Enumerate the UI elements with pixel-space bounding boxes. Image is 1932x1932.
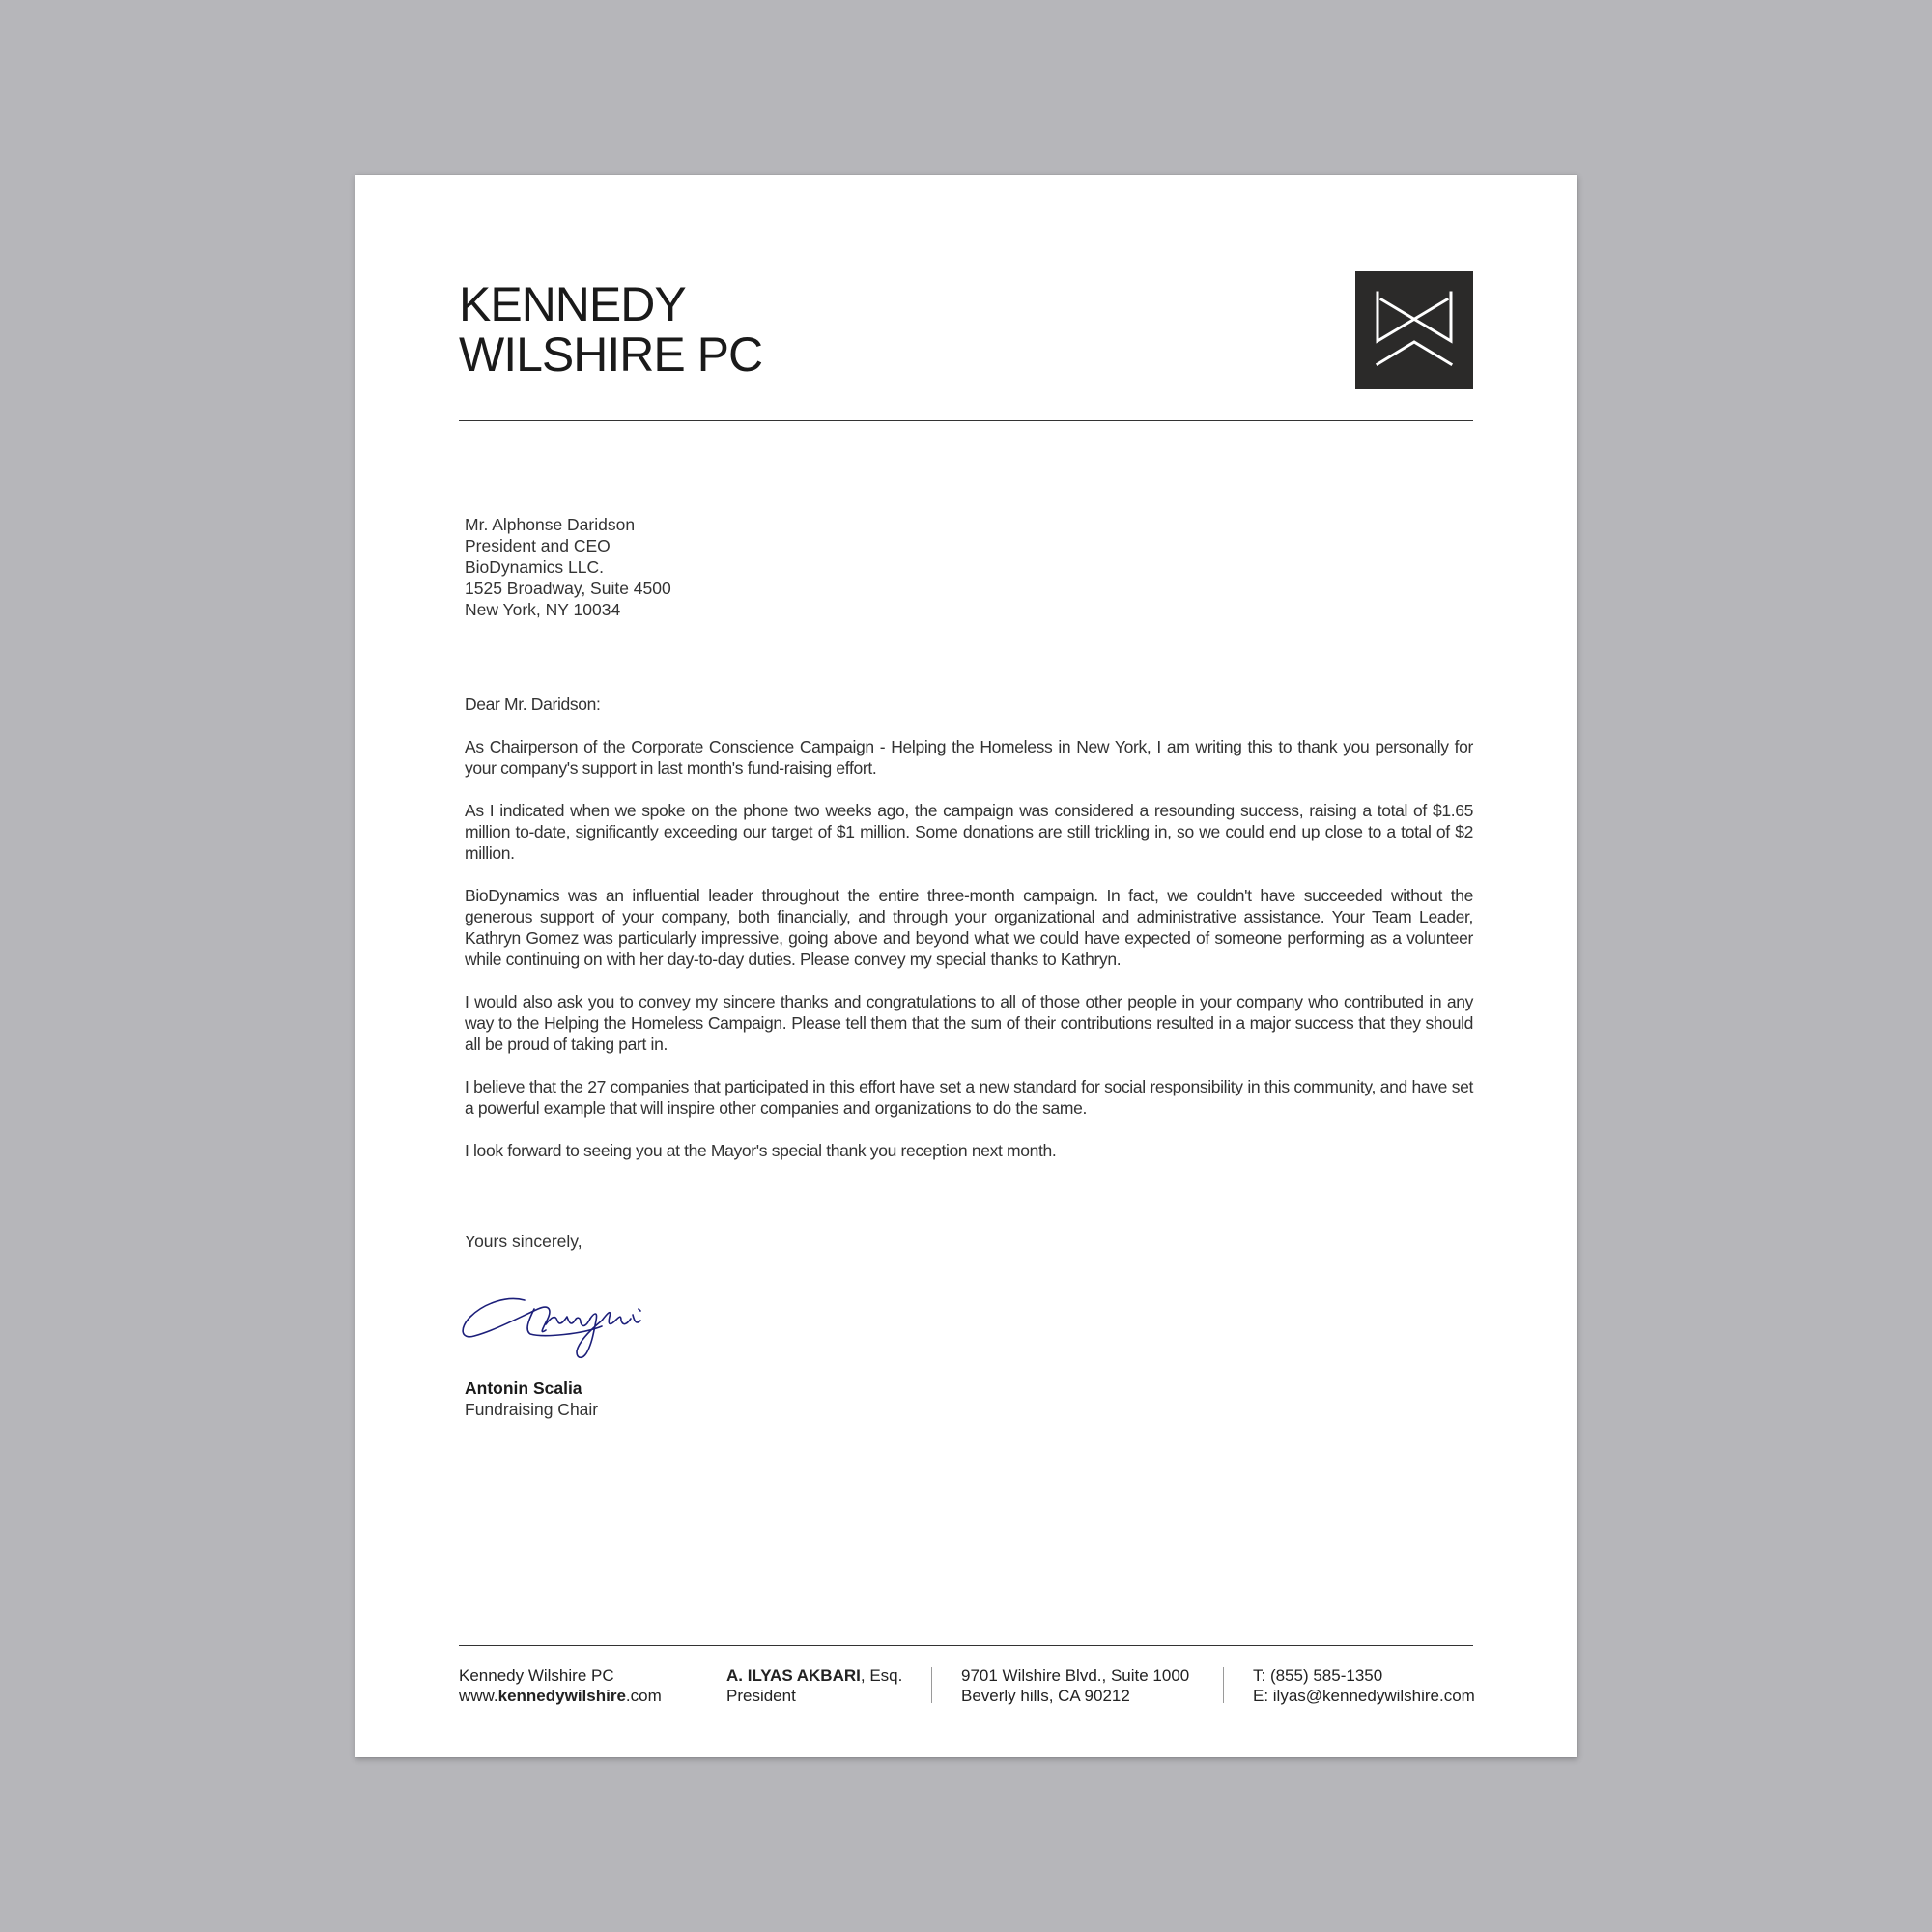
recipient-address [465, 514, 671, 620]
letter-paragraph: I believe that the 27 companies that participated in this effort have set a new standard for social responsibility in this community, and have set a powerful example that will inspire other companies and organizations to do the same. [465, 1077, 1473, 1118]
footer-address-line1: 9701 Wilshire Blvd., Suite 1000 [961, 1666, 1190, 1685]
footer-divider [459, 1645, 1473, 1646]
kw-monogram-icon [1355, 271, 1473, 389]
letter-body [465, 694, 1473, 1182]
letter-paragraph: As Chairperson of the Corporate Conscience Campaign - Helping the Homeless in New York, I am writing this to thank you personally for your company's support in last month's fund-raising effort. [465, 737, 1473, 778]
firm-name-line1: KENNEDY [459, 277, 686, 331]
letter-page [355, 175, 1577, 1757]
footer-firm-name: Kennedy Wilshire PC [459, 1666, 614, 1685]
firm-name-line2: WILSHIRE PC [459, 327, 763, 382]
salutation: Dear Mr. Daridson: [465, 695, 601, 714]
letter-paragraph: I look forward to seeing you at the Mayor's special thank you reception next month. [465, 1141, 1057, 1160]
footer-attorney-title: President [726, 1687, 796, 1705]
signer-title: Fundraising Chair [465, 1400, 599, 1419]
signature-image [457, 1266, 679, 1363]
footer-email: E: ilyas@kennedywilshire.com [1253, 1687, 1475, 1705]
header-divider [459, 420, 1473, 421]
footer-attorney [726, 1665, 902, 1706]
letter-paragraph: BioDynamics was an influential leader throughout the entire three-month campaign. In fact, we couldn't have succeeded without the generous support of your company, both financially, and through your organizational and administrative assistance. Your Team Leader, Kathryn Gomez was particularly impressive, going above and beyond what we could have expected of someone performing as a volunteer while continuing on with her day-to-day duties. Please convey my special thanks to Kathryn. [465, 886, 1473, 969]
signer-name: Antonin Scalia [465, 1378, 582, 1398]
signer-block [465, 1378, 598, 1420]
recipient-title: President and CEO [465, 536, 611, 555]
footer-address [961, 1665, 1189, 1706]
letter-paragraph: I would also ask you to convey my sincere thanks and congratulations to all of those other people in your company who contributed in any way to the Helping the Homeless Campaign. Please tell them that the sum of their contributions resulted in a major success that they should all be proud of taking part in. [465, 992, 1473, 1054]
letter-paragraph: As I indicated when we spoke on the phone two weeks ago, the campaign was considered a resounding success, raising a total of $1.65 million to-date, significantly exceeding our target of $1 million. Some donations are still trickling in, so we could end up close to a total of $2 million. [465, 801, 1473, 863]
footer-address-line2: Beverly hills, CA 90212 [961, 1687, 1130, 1705]
footer-website: www.kennedywilshire.com [459, 1687, 662, 1705]
firm-name [459, 279, 762, 380]
recipient-city: New York, NY 10034 [465, 600, 621, 619]
recipient-name: Mr. Alphonse Daridson [465, 515, 636, 534]
recipient-company: BioDynamics LLC. [465, 557, 604, 577]
footer-phone: T: (855) 585-1350 [1253, 1666, 1383, 1685]
recipient-street: 1525 Broadway, Suite 4500 [465, 579, 671, 598]
footer-contact [1253, 1665, 1475, 1706]
footer-separator [1223, 1667, 1224, 1703]
footer-separator [931, 1667, 932, 1703]
footer-attorney-name: A. ILYAS AKBARI, Esq. [726, 1666, 903, 1685]
footer-firm [459, 1665, 662, 1706]
closing: Yours sincerely, [465, 1232, 582, 1251]
